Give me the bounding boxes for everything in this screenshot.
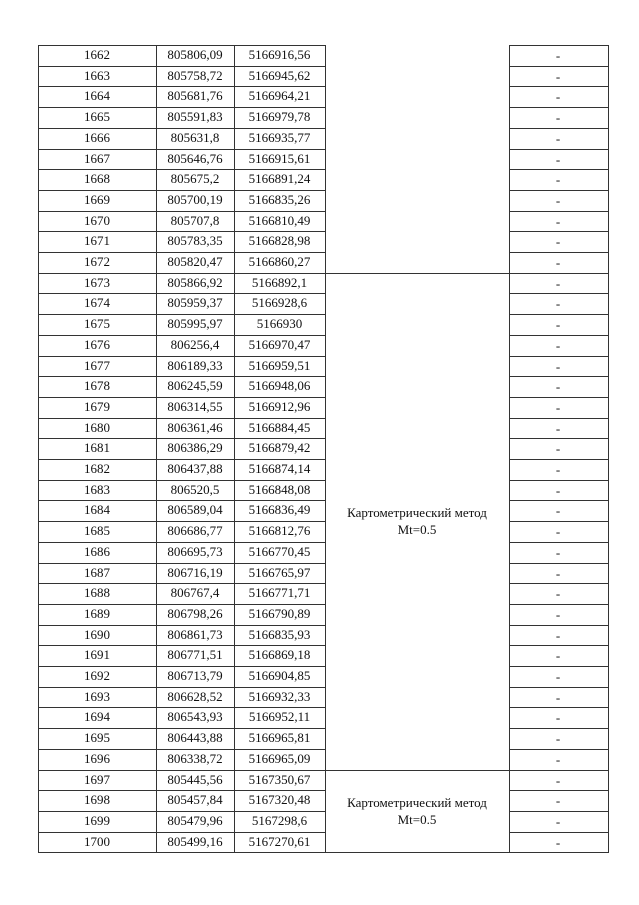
coord-y: 5166965,09	[248, 751, 311, 766]
coord-y: 5166959,51	[248, 358, 311, 373]
value-dash: -	[555, 731, 561, 746]
coord-y: 5166964,21	[248, 88, 311, 103]
point-number: 1679	[84, 399, 110, 414]
coord-x: 806713,79	[167, 668, 223, 683]
point-number: 1669	[84, 192, 110, 207]
point-number: 1670	[84, 213, 110, 228]
coord-x: 805681,76	[167, 88, 223, 103]
point-number: 1667	[84, 151, 110, 166]
value-dash: -	[555, 441, 561, 456]
coord-x: 806361,46	[167, 420, 223, 435]
coord-x: 806256,4	[170, 337, 220, 352]
coord-x: 806589,04	[167, 502, 223, 517]
coord-y: 5166874,14	[248, 461, 311, 476]
coord-y: 5166915,61	[248, 151, 311, 166]
coord-y: 5166828,98	[248, 233, 311, 248]
method-cell	[325, 794, 509, 828]
coord-x: 806861,73	[167, 627, 223, 642]
value-dash: -	[555, 835, 561, 850]
coord-x: 806716,19	[167, 565, 223, 580]
value-dash: -	[555, 234, 561, 249]
coord-y: 5166771,71	[248, 585, 311, 600]
coord-x: 806314,55	[167, 399, 223, 414]
coord-x: 805445,56	[167, 772, 223, 787]
point-number: 1691	[84, 647, 110, 662]
point-number: 1688	[84, 585, 110, 600]
point-number: 1662	[84, 47, 110, 62]
coord-x: 806189,33	[167, 358, 223, 373]
value-dash: -	[555, 338, 561, 353]
point-number: 1682	[84, 461, 110, 476]
coord-y: 5166945,62	[248, 68, 311, 83]
point-number: 1690	[84, 627, 110, 642]
coord-y: 5166965,81	[248, 730, 311, 745]
coord-x: 806543,93	[167, 709, 223, 724]
coord-y: 5166935,77	[248, 130, 311, 145]
coord-x: 806338,72	[167, 751, 223, 766]
point-number: 1698	[84, 792, 110, 807]
coord-x: 805783,35	[167, 233, 223, 248]
coord-x: 805995,97	[167, 316, 223, 331]
coordinate-table	[38, 45, 609, 854]
coord-x: 805631,8	[170, 130, 220, 145]
coord-x: 806520,5	[170, 482, 220, 497]
method-label: Картометрический метод	[347, 795, 487, 810]
coord-y: 5166810,49	[248, 213, 311, 228]
coord-y: 5166869,18	[248, 647, 311, 662]
value-dash: -	[555, 628, 561, 643]
coord-y: 5166790,89	[248, 606, 311, 621]
point-number: 1685	[84, 523, 110, 538]
value-dash: -	[555, 524, 561, 539]
point-number: 1668	[84, 171, 110, 186]
coord-x: 805866,92	[167, 275, 223, 290]
coord-y: 5166860,27	[248, 254, 311, 269]
point-number: 1666	[84, 130, 110, 145]
coord-y: 5166932,33	[248, 689, 311, 704]
coord-x: 806386,29	[167, 440, 223, 455]
coord-x: 805591,83	[167, 109, 223, 124]
group-divider	[325, 770, 509, 771]
point-number: 1681	[84, 440, 110, 455]
coord-y: 5166770,45	[248, 544, 311, 559]
value-dash: -	[555, 193, 561, 208]
coord-y: 5166879,42	[248, 440, 311, 455]
coord-y: 5166979,78	[248, 109, 311, 124]
coord-y: 5166970,47	[248, 337, 311, 352]
point-number: 1697	[84, 772, 110, 787]
group-divider	[325, 852, 509, 853]
point-number: 1675	[84, 316, 110, 331]
value-dash: -	[555, 814, 561, 829]
coord-x: 806771,51	[167, 647, 223, 662]
coord-y: 5167320,48	[248, 792, 311, 807]
coord-x: 806798,26	[167, 606, 223, 621]
row-divider	[509, 852, 609, 853]
value-dash: -	[555, 503, 561, 518]
value-dash: -	[555, 793, 561, 808]
value-dash: -	[555, 586, 561, 601]
coord-y: 5167298,6	[251, 813, 308, 828]
value-dash: -	[555, 48, 561, 63]
accuracy-label: Mt=0.5	[397, 812, 437, 827]
value-dash: -	[555, 152, 561, 167]
coord-x: 805675,2	[170, 171, 220, 186]
coord-y: 5166765,97	[248, 565, 311, 580]
coord-y: 5166836,49	[248, 502, 311, 517]
coord-y: 5166835,93	[248, 627, 311, 642]
accuracy-label: Mt=0.5	[397, 522, 437, 537]
coord-x: 805959,37	[167, 295, 223, 310]
coord-y: 5166904,85	[248, 668, 311, 683]
point-number: 1680	[84, 420, 110, 435]
column-divider	[325, 45, 326, 852]
point-number: 1684	[84, 502, 110, 517]
coord-x: 805479,96	[167, 813, 223, 828]
coord-x: 806443,88	[167, 730, 223, 745]
value-dash: -	[555, 462, 561, 477]
coord-x: 806767,4	[170, 585, 220, 600]
coord-y: 5166928,6	[251, 295, 308, 310]
coord-x: 805646,76	[167, 151, 223, 166]
value-dash: -	[555, 69, 561, 84]
value-dash: -	[555, 110, 561, 125]
coord-y: 5167350,67	[248, 772, 311, 787]
point-number: 1695	[84, 730, 110, 745]
value-dash: -	[555, 255, 561, 270]
value-dash: -	[555, 172, 561, 187]
point-number: 1672	[84, 254, 110, 269]
value-dash: -	[555, 607, 561, 622]
value-dash: -	[555, 566, 561, 581]
point-number: 1694	[84, 709, 110, 724]
method-cell	[325, 504, 509, 538]
coord-y: 5166891,24	[248, 171, 311, 186]
coord-x: 805457,84	[167, 792, 223, 807]
value-dash: -	[555, 483, 561, 498]
point-number: 1665	[84, 109, 110, 124]
value-dash: -	[555, 276, 561, 291]
point-number: 1686	[84, 544, 110, 559]
point-number: 1674	[84, 295, 110, 310]
value-dash: -	[555, 421, 561, 436]
coord-x: 806628,52	[167, 689, 223, 704]
coord-y: 5166848,08	[248, 482, 311, 497]
point-number: 1699	[84, 813, 110, 828]
value-dash: -	[555, 669, 561, 684]
coord-x: 806695,73	[167, 544, 223, 559]
value-dash: -	[555, 545, 561, 560]
value-dash: -	[555, 710, 561, 725]
value-dash: -	[555, 400, 561, 415]
coord-y: 5166930	[256, 316, 303, 331]
point-number: 1677	[84, 358, 110, 373]
coord-y: 5166884,45	[248, 420, 311, 435]
value-dash: -	[555, 317, 561, 332]
value-dash: -	[555, 131, 561, 146]
coord-y: 5166812,76	[248, 523, 311, 538]
point-number: 1673	[84, 275, 110, 290]
value-dash: -	[555, 379, 561, 394]
coord-x: 805499,16	[167, 834, 223, 849]
coord-x: 806686,77	[167, 523, 223, 538]
coord-y: 5166892,1	[251, 275, 308, 290]
point-number: 1671	[84, 233, 110, 248]
point-number: 1663	[84, 68, 110, 83]
coord-x: 805700,19	[167, 192, 223, 207]
value-dash: -	[555, 690, 561, 705]
row-divider	[38, 852, 325, 853]
coord-y: 5166916,56	[248, 47, 311, 62]
method-label: Картометрический метод	[347, 505, 487, 520]
value-dash: -	[555, 296, 561, 311]
coord-y: 5166948,06	[248, 378, 311, 393]
coord-y: 5167270,61	[248, 834, 311, 849]
point-number: 1700	[84, 834, 110, 849]
value-dash: -	[555, 89, 561, 104]
value-dash: -	[555, 752, 561, 767]
coord-y: 5166912,96	[248, 399, 311, 414]
coord-x: 806245,59	[167, 378, 223, 393]
value-dash: -	[555, 359, 561, 374]
coord-y: 5166952,11	[248, 709, 311, 724]
value-dash: -	[555, 214, 561, 229]
coord-x: 806437,88	[167, 461, 223, 476]
point-number: 1692	[84, 668, 110, 683]
point-number: 1683	[84, 482, 110, 497]
point-number: 1689	[84, 606, 110, 621]
value-dash: -	[555, 773, 561, 788]
group-divider	[325, 273, 509, 274]
coord-x: 805820,47	[167, 254, 223, 269]
column-divider	[608, 45, 609, 852]
coord-x: 805758,72	[167, 68, 223, 83]
point-number: 1696	[84, 751, 110, 766]
coord-y: 5166835,26	[248, 192, 311, 207]
point-number: 1693	[84, 689, 110, 704]
value-dash: -	[555, 648, 561, 663]
point-number: 1687	[84, 565, 110, 580]
point-number: 1678	[84, 378, 110, 393]
point-number: 1664	[84, 88, 110, 103]
coord-x: 805806,09	[167, 47, 223, 62]
point-number: 1676	[84, 337, 110, 352]
coord-x: 805707,8	[170, 213, 220, 228]
